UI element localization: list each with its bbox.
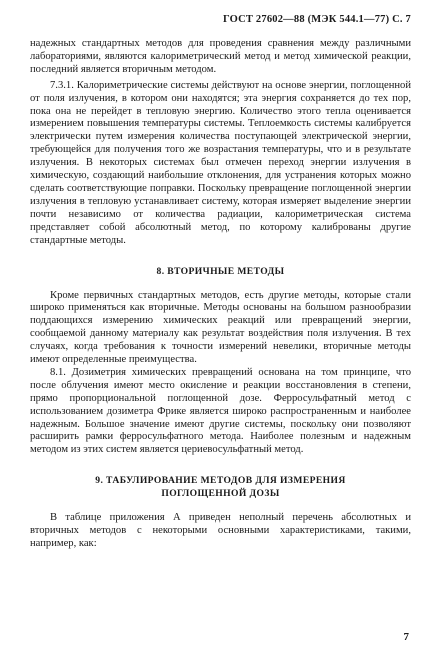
section-8-title: 8. ВТОРИЧНЫЕ МЕТОДЫ: [156, 265, 285, 277]
page-content: [30, 38, 411, 551]
continued-paragraph: надежных стандартных методов для проведения сравнения между различными лабораториями, являются калориметрический метод и метод химической реакции, последний является вторичным методом.: [30, 38, 411, 75]
page-number: 7: [403, 631, 409, 643]
paragraph-8-1: 8.1. Дозиметрия химических превращений основана на том принципе, что после облучения имеют место окисление и реакции восстановления в степени, прямо пропорциональной поглощенной дозе. Ферросульфатный метод с использованием дозиметра Фрике является широко распространенным и наиболее надежным. Большое значение имеют другие системы, поскольку они позволяют расширить рамки ферросульфатного метода. Наиболее полезным и надежным методом из этих систем является цериевосульфатный метод.: [30, 366, 411, 456]
running-head: ГОСТ 27602—88 (МЭК 544.1—77) С. 7: [223, 14, 411, 25]
section-9-title: [30, 474, 411, 500]
section-9-title-line2: ПОГЛОЩЕННОЙ ДОЗЫ: [161, 488, 280, 500]
paragraph-7-3-1: 7.3.1. Калориметрические системы действуют на основе энергии, поглощенной от поля излучения, в котором они находятся; эта энергия сохраняется до тех пор, пока она не перейдет в тепловую энергию. Количество этого тепла оценивается измерением повышения температуры системы. Теплоемкость системы калибруется электрически путем измерения количества поступающей электрической энергии, требующейся для получения того же возрастания температуры, что и в результате излучения. В некоторых системах был отмечен переход энергии излучения в химическую, создающий наибольшие отклонения, для устранения которых можно сделать соответствующие поправки. Поскольку превращение поглощенной энергии излучения в тепловую устанавливает систему, которая измеряет выделение энергии почти независимо от количества радиации, калориметрическая система представляет собой абсолютный метод, по которому калиброваны другие стандартные методы.: [30, 79, 411, 246]
section-9-intro-paragraph: В таблице приложения А приведен неполный перечень абсолютных и вторичных методов с некоторыми основными характеристиками, такими, например, как:: [30, 512, 411, 550]
section-8-intro-paragraph: Кроме первичных стандартных методов, есть другие методы, которые стали широко применяться как вторичные. Методы основаны на большом разнообразии поддающихся измерению химических реакций или превращений энергии, сообщаемой данному материалу как результат воздействия поля излучения. В тех случаях, когда требования к точности измерений невелики, вторичные методы имеют определенные преимущества.: [30, 289, 411, 366]
section-9-title-line1: 9. ТАБУЛИРОВАНИЕ МЕТОДОВ ДЛЯ ИЗМЕРЕНИЯ: [95, 475, 346, 487]
